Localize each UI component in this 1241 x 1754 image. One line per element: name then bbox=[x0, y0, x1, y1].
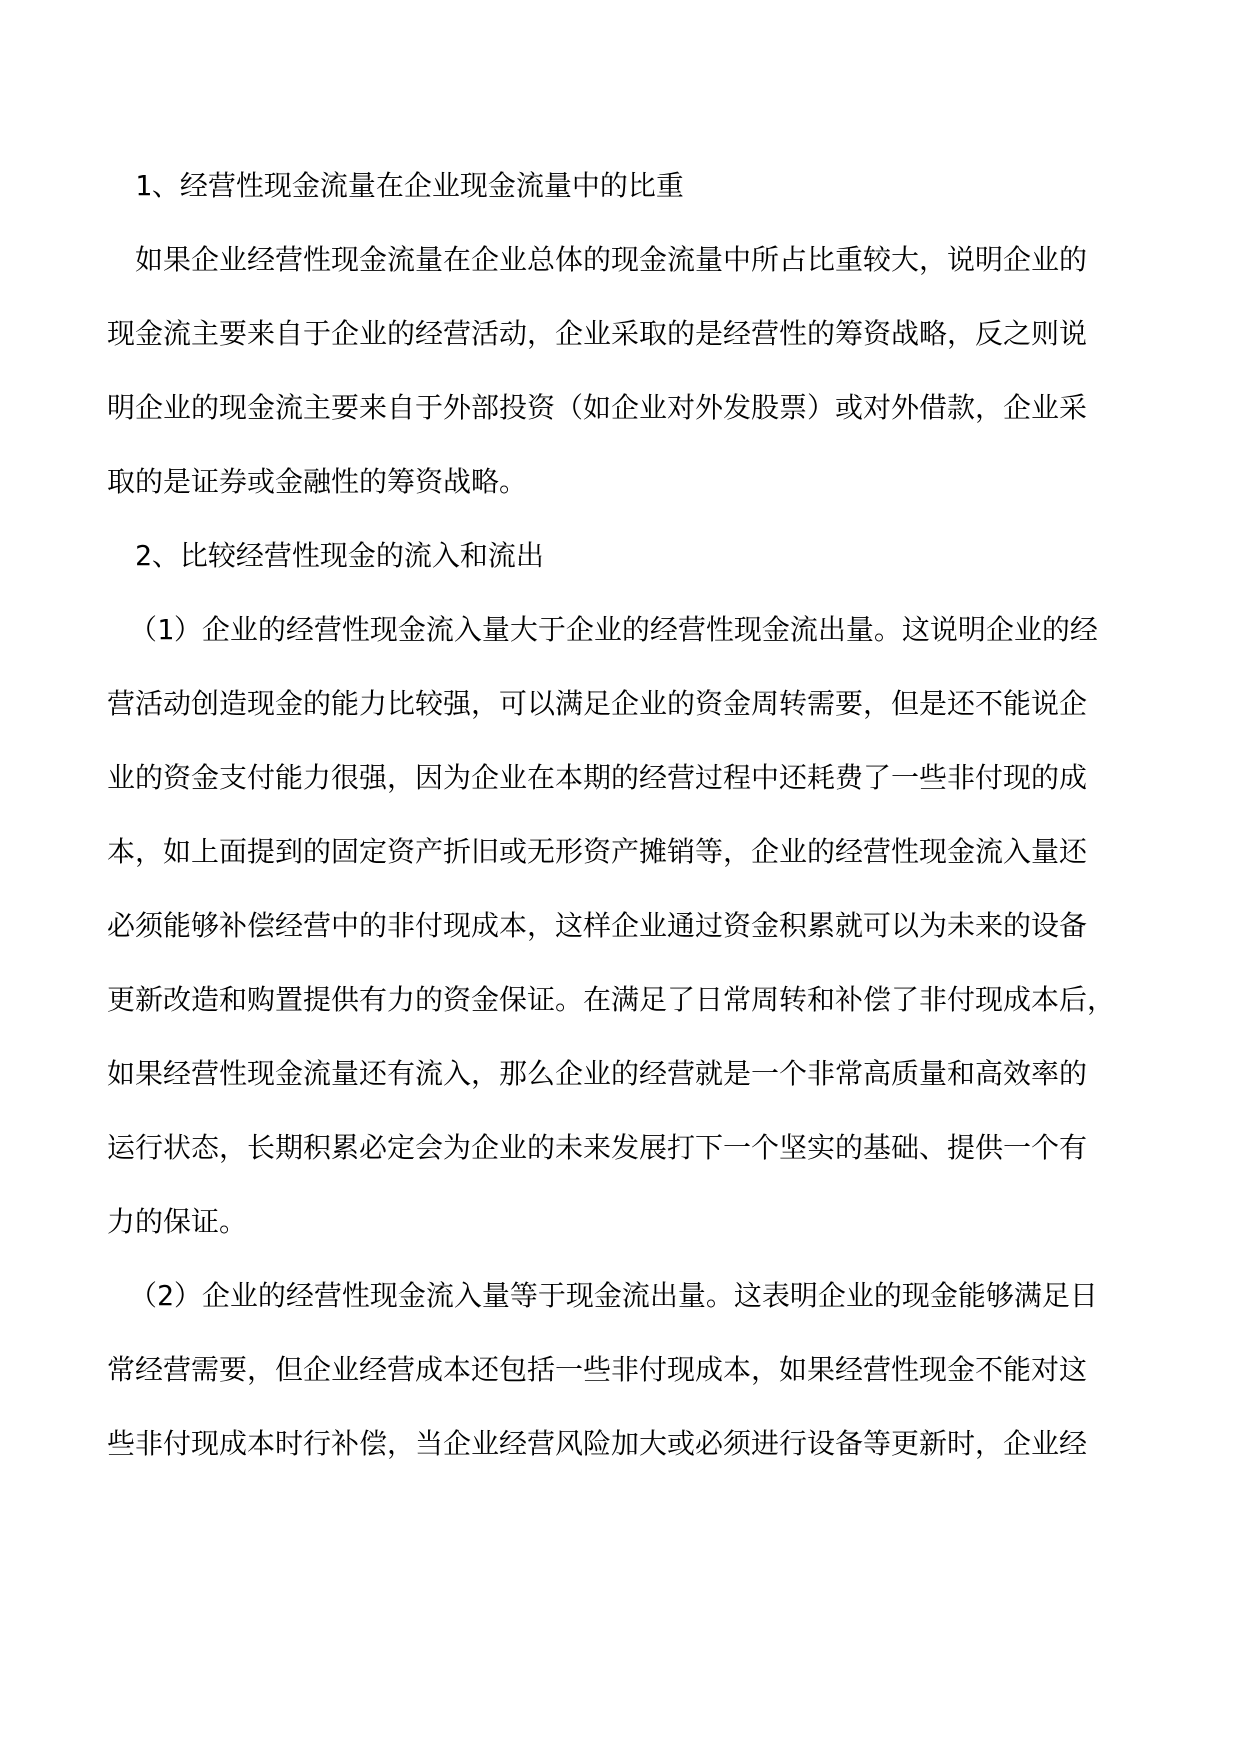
paragraph-3-line-1: （2）企业的经营性现金流入量等于现金流出量。这表明企业的现金能够满足日 bbox=[129, 1279, 1098, 1312]
section-heading-1: 1、经营性现金流量在企业现金流量中的比重 bbox=[135, 169, 684, 202]
paragraph-2-line-1: （1）企业的经营性现金流入量大于企业的经营性现金流出量。这说明企业的经 bbox=[129, 613, 1098, 646]
paragraph-2-line-8: 运行状态，长期积累必定会为企业的未来发展打下一个坚实的基础、提供一个有 bbox=[107, 1131, 1088, 1164]
paragraph-2-line-6: 更新改造和购置提供有力的资金保证。在满足了日常周转和补偿了非付现成本后， bbox=[107, 983, 1116, 1016]
paragraph-3-line-2: 常经营需要，但企业经营成本还包括一些非付现成本，如果经营性现金不能对这 bbox=[107, 1353, 1088, 1386]
paragraph-2-line-3: 业的资金支付能力很强，因为企业在本期的经营过程中还耗费了一些非付现的成 bbox=[107, 761, 1088, 794]
paragraph-2-line-2: 营活动创造现金的能力比较强，可以满足企业的资金周转需要，但是还不能说企 bbox=[107, 687, 1088, 720]
paragraph-2-line-7: 如果经营性现金流量还有流入，那么企业的经营就是一个非常高质量和高效率的 bbox=[107, 1057, 1088, 1090]
paragraph-1-line-2: 现金流主要来自于企业的经营活动，企业采取的是经营性的筹资战略，反之则说 bbox=[107, 317, 1088, 350]
paragraph-2-line-4: 本，如上面提到的固定资产折旧或无形资产摊销等，企业的经营性现金流入量还 bbox=[107, 835, 1088, 868]
paragraph-2-line-5: 必须能够补偿经营中的非付现成本，这样企业通过资金积累就可以为未来的设备 bbox=[107, 909, 1088, 942]
paragraph-1-line-1: 如果企业经营性现金流量在企业总体的现金流量中所占比重较大，说明企业的 bbox=[135, 243, 1088, 276]
paragraph-3-line-3: 些非付现成本时行补偿，当企业经营风险加大或必须进行设备等更新时，企业经 bbox=[107, 1427, 1088, 1460]
paragraph-1-line-3: 明企业的现金流主要来自于外部投资（如企业对外发股票）或对外借款，企业采 bbox=[107, 391, 1088, 424]
paragraph-1-line-4: 取的是证券或金融性的筹资战略。 bbox=[107, 465, 528, 498]
section-heading-2: 2、比较经营性现金的流入和流出 bbox=[135, 539, 544, 572]
document-body bbox=[107, 166, 1137, 1498]
paragraph-2-line-9: 力的保证。 bbox=[107, 1205, 248, 1238]
